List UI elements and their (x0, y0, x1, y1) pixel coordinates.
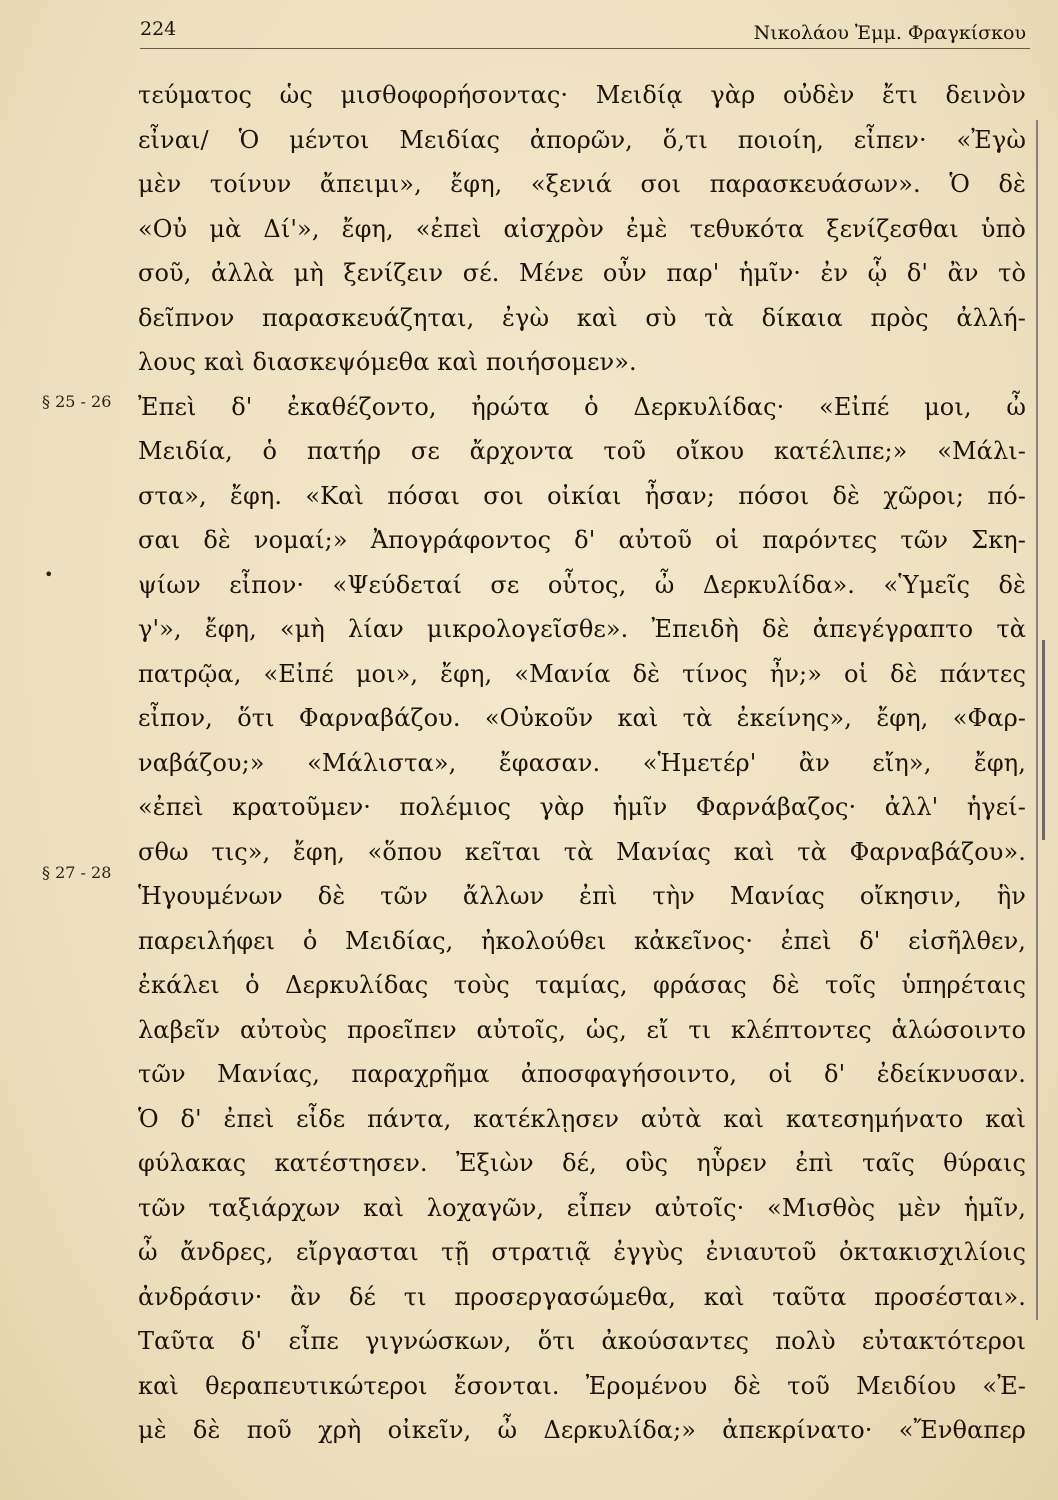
text-line: καὶ θεραπευτικώτεροι ἔσονται. Ἐρομένου δὲ τοῦ Μειδίου «Ἐ- (138, 1371, 1026, 1400)
text-line: στα», ἔφη. «Καὶ πόσαι σοι οἰκίαι ἦσαν; πόσοι δὲ χῶροι; πό- (138, 481, 1026, 510)
text-line: μὲ δὲ ποῦ χρὴ οἰκεῖν, ὦ Δερκυλίδα;» ἀπεκρίνατο· «Ἔνθαπερ (138, 1416, 1026, 1444)
page-header (140, 14, 1030, 49)
running-head: Νικολάου Ἐμμ. Φραγκίσκου (753, 22, 1026, 44)
text-line: τῶν Μανίας, παραχρῆμα ἀποσφαγήσοιντο, οἱ δ' ἐδείκνυσαν. (138, 1060, 1026, 1088)
text-line: Ὁ δ' ἐπεὶ εἶδε πάντα, κατέκλῃσεν αὐτὰ καὶ κατεσημήνατο καὶ (138, 1104, 1026, 1133)
page-number: 224 (140, 18, 177, 40)
text-line: παρειλήφει ὁ Μειδίας, ἠκολούθει κἀκεῖνος· ἐπεὶ δ' εἰσῆλθεν, (138, 926, 1026, 955)
text-line: γ'», ἔφη, «μὴ λίαν μικρολογεῖσθε». Ἐπειδὴ δὲ ἀπεγέγραπτο τὰ (138, 615, 1026, 643)
text-line: ψίων εἶπον· «Ψεύδεταί σε οὗτος, ὦ Δερκυλίδα». «Ὑμεῖς δὲ (138, 570, 1026, 599)
text-line: λους καὶ διασκεψόμεθα καὶ ποιήσομεν». (138, 348, 637, 376)
text-line: Ταῦτα δ' εἶπε γιγνώσκων, ὅτι ἀκούσαντες πολὺ εὐτακτότεροι (138, 1327, 1026, 1355)
text-line: ναβάζου;» «Μάλιστα», ἔφασαν. «Ἡμετέρ' ἂν εἴη», ἔφη, (138, 748, 1026, 777)
margin-section-ref: § 27 - 28 (42, 863, 112, 882)
text-line: πατρῷα, «Εἰπέ μοι», ἔφη, «Μανία δὲ τίνος ἦν;» οἱ δὲ πάντες (138, 659, 1026, 688)
text-line: ὦ ἄνδρες, εἴργασται τῇ στρατιᾷ ἐγγὺς ἐνιαυτοῦ ὀκτακισχιλίοις (138, 1238, 1026, 1266)
text-line: εἶπον, ὅτι Φαρναβάζου. «Οὐκοῦν καὶ τὰ ἐκείνης», ἔφη, «Φαρ- (138, 704, 1026, 732)
text-line: εἶναι/ Ὁ μέντοι Μειδίας ἀπορῶν, ὅ,τι ποιοίη, εἶπεν· «Ἐγὼ (138, 125, 1026, 154)
body-text (138, 73, 1026, 1453)
text-line: Ἐπεὶ δ' ἐκαθέζοντο, ἠρώτα ὁ Δερκυλίδας· «Εἰπέ μοι, ὦ (138, 392, 1026, 421)
text-line: σαι δὲ νομαί;» Ἀπογράφοντος δ' αὐτοῦ οἱ παρόντες τῶν Σκη- (138, 526, 1026, 554)
margin-pencil-line (1042, 640, 1045, 840)
text-line: λαβεῖν αὐτοὺς προεῖπεν αὐτοῖς, ὡς, εἴ τι κλέπτοντες ἁλώσοιντο (138, 1015, 1026, 1044)
margin-pencil-line (1036, 120, 1038, 1320)
text-line: φύλακας κατέστησεν. Ἐξιὼν δέ, οὓς ηὗρεν ἐπὶ ταῖς θύραις (138, 1149, 1026, 1177)
text-line: «ἐπεὶ κρατοῦμεν· πολέμιος γὰρ ἡμῖν Φαρνάβαζος· ἀλλ' ἡγεί- (138, 793, 1026, 821)
text-line: σοῦ, ἀλλὰ μὴ ξενίζειν σέ. Μένε οὖν παρ' ἡμῖν· ἐν ᾧ δ' ἂν τὸ (138, 259, 1026, 287)
margin-bullet: • (44, 565, 54, 584)
text-line: μὲν τοίνυν ἄπειμι», ἔφη, «ξενιά σοι παρασκευάσων». Ὁ δὲ (138, 170, 1026, 198)
text-line: σθω τις», ἔφη, «ὅπου κεῖται τὰ Μανίας καὶ τὰ Φαρναβάζου». (138, 837, 1026, 866)
margin-section-ref: § 25 - 26 (42, 392, 112, 411)
text-line: δεῖπνον παρασκευάζηται, ἐγὼ καὶ σὺ τὰ δίκαια πρὸς ἀλλή- (138, 303, 1026, 332)
text-line: ἀνδράσιν· ἂν δέ τι προσεργασώμεθα, καὶ ταῦτα προσέσται». (138, 1282, 1026, 1311)
text-line: Ἡγουμένων δὲ τῶν ἄλλων ἐπὶ τὴν Μανίας οἴκησιν, ἣν (138, 882, 1026, 910)
text-line: «Οὐ μὰ Δί'», ἔφη, «ἐπεὶ αἰσχρὸν ἐμὲ τεθυκότα ξενίζεσθαι ὑπὸ (138, 214, 1026, 243)
text-line: ἐκάλει ὁ Δερκυλίδας τοὺς ταμίας, φράσας δὲ τοῖς ὑπηρέταις (138, 971, 1026, 999)
text-line: τῶν ταξιάρχων καὶ λοχαγῶν, εἶπεν αὐτοῖς· «Μισθὸς μὲν ἡμῖν, (138, 1193, 1026, 1222)
text-line: τεύματος ὡς μισθοφορήσοντας· Μειδίᾳ γὰρ οὐδὲν ἔτι δεινὸν (138, 81, 1026, 109)
text-line: Μειδία, ὁ πατήρ σε ἄρχοντα τοῦ οἴκου κατέλιπε;» «Μάλι- (138, 437, 1026, 465)
